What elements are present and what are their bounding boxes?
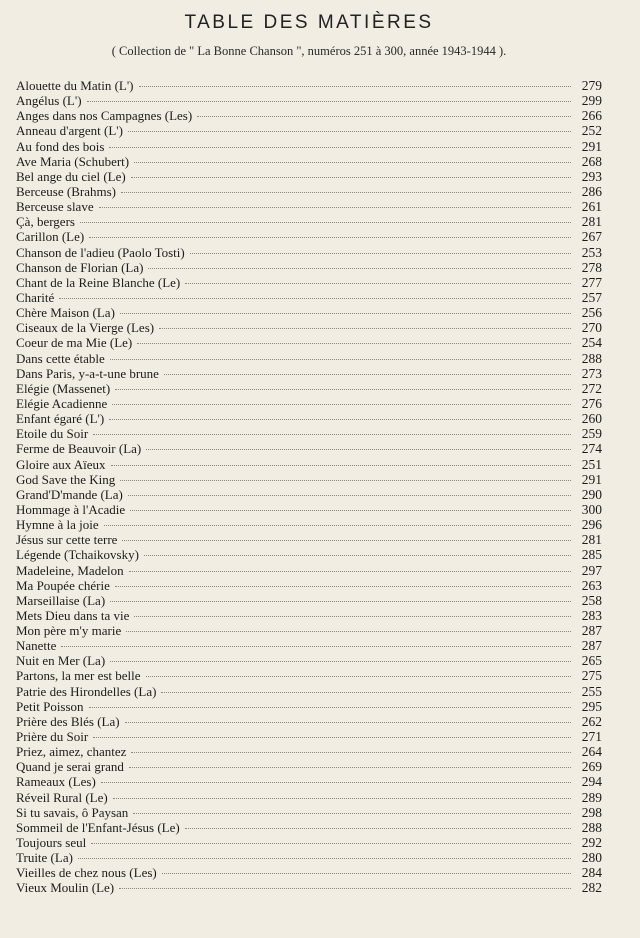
entry-page-number: 281 <box>581 532 602 548</box>
entry-page-number: 285 <box>581 547 602 563</box>
entry-page-number: 292 <box>581 835 602 851</box>
entry-title: Ave Maria (Schubert) <box>16 153 130 169</box>
entry-page-number: 273 <box>581 365 602 381</box>
entry-title: Charité <box>16 289 55 305</box>
entry-page-number: 295 <box>581 698 602 714</box>
toc-entry <box>16 411 602 426</box>
entry-page-number: 287 <box>581 623 602 639</box>
dot-leader <box>59 297 571 299</box>
toc-entry <box>16 305 602 320</box>
entry-page-number: 286 <box>581 183 602 199</box>
toc-entry <box>16 123 602 138</box>
entry-title: Légende (Tchaikovsky) <box>16 547 139 563</box>
toc-entry <box>16 472 602 487</box>
entry-title: Petit Poisson <box>16 698 84 714</box>
entry-title: Alouette du Matin (L') <box>16 78 134 93</box>
entry-page-number: 296 <box>581 517 602 533</box>
entry-page-number: 288 <box>581 350 602 366</box>
entry-title: Anneau d'argent (L') <box>16 123 123 139</box>
toc-entry <box>16 714 602 729</box>
toc-entry <box>16 290 602 305</box>
entry-title: Prière du Soir <box>16 729 89 745</box>
toc-entry <box>16 563 602 578</box>
entry-page-number: 289 <box>581 789 602 805</box>
dot-leader <box>101 781 571 783</box>
entry-title: Bel ange du ciel (Le) <box>16 168 126 184</box>
dot-leader <box>146 675 571 677</box>
entry-page-number: 260 <box>581 411 602 427</box>
page-title: TABLE DES MATIÈRES <box>184 12 434 33</box>
entry-title: Nanette <box>16 638 57 654</box>
entry-page-number: 298 <box>581 804 602 820</box>
entry-page-number: 293 <box>581 168 602 184</box>
entry-title: Toujours seul <box>16 835 87 851</box>
entry-page-number: 270 <box>581 320 602 336</box>
entry-page-number: 262 <box>581 713 602 729</box>
entry-title: Réveil Rural (Le) <box>16 789 108 805</box>
entry-title: Dans Paris, y-a-t-une brune <box>16 365 159 381</box>
entry-title: Coeur de ma Mie (Le) <box>16 335 133 351</box>
toc-entry <box>16 199 602 214</box>
dot-leader <box>99 206 571 208</box>
dot-leader <box>80 221 571 223</box>
toc-entry <box>16 790 602 805</box>
toc-entry <box>16 381 602 396</box>
entry-title: Chant de la Reine Blanche (Le) <box>16 274 181 290</box>
dot-leader <box>93 433 571 435</box>
table-of-contents <box>16 78 602 896</box>
entry-page-number: 284 <box>581 865 602 881</box>
dot-leader <box>120 479 571 481</box>
entry-page-number: 261 <box>581 199 602 215</box>
entry-title: Jésus sur cette terre <box>16 532 118 548</box>
entry-title: Rameaux (Les) <box>16 774 96 790</box>
dot-leader <box>162 872 571 874</box>
toc-entry <box>16 684 602 699</box>
toc-entry <box>16 820 602 835</box>
toc-entry <box>16 774 602 789</box>
dot-leader <box>112 403 571 405</box>
entry-title: Patrie des Hirondelles (La) <box>16 683 157 699</box>
entry-title: Carillon (Le) <box>16 229 85 245</box>
toc-entry <box>16 744 602 759</box>
toc-entry <box>16 184 602 199</box>
dot-leader <box>110 660 571 662</box>
entry-title: Elégie Acadienne <box>16 395 108 411</box>
entry-title: Angélus (L') <box>16 93 82 109</box>
toc-entry <box>16 457 602 472</box>
toc-entry <box>16 335 602 350</box>
dot-leader <box>134 615 571 617</box>
toc-entry <box>16 260 602 275</box>
entry-page-number: 291 <box>581 471 602 487</box>
dot-leader <box>164 373 571 375</box>
collection-subtitle: ( Collection de " La Bonne Chanson ", numéros 251 à 300, année 1943-1944 ). <box>111 44 507 58</box>
entry-page-number: 266 <box>581 108 602 124</box>
entry-page-number: 251 <box>581 456 602 472</box>
entry-page-number: 300 <box>581 501 602 517</box>
entry-page-number: 291 <box>581 138 602 154</box>
entry-title: Ma Poupée chérie <box>16 577 110 593</box>
entry-title: Marseillaise (La) <box>16 592 106 608</box>
dot-leader <box>109 146 571 148</box>
toc-entry <box>16 865 602 880</box>
toc-entry <box>16 108 602 123</box>
toc-entry <box>16 229 602 244</box>
dot-leader <box>126 630 571 632</box>
entry-title: Madeleine, Madelon <box>16 562 124 578</box>
entry-title: Partons, la mer est belle <box>16 668 141 684</box>
toc-entry <box>16 245 602 260</box>
toc-entry <box>16 623 602 638</box>
entry-page-number: 275 <box>581 668 602 684</box>
entry-page-number: 297 <box>581 562 602 578</box>
toc-entry <box>16 396 602 411</box>
dot-leader <box>148 267 571 269</box>
entry-page-number: 257 <box>581 289 602 305</box>
entry-title: Prière des Blés (La) <box>16 713 120 729</box>
entry-page-number: 253 <box>581 244 602 260</box>
toc-entry <box>16 638 602 653</box>
dot-leader <box>197 115 571 117</box>
dot-leader <box>128 494 571 496</box>
toc-entry <box>16 608 602 623</box>
entry-page-number: 277 <box>581 274 602 290</box>
toc-entry <box>16 214 602 229</box>
dot-leader <box>137 342 571 344</box>
entry-page-number: 283 <box>581 607 602 623</box>
entry-title: Anges dans nos Campagnes (Les) <box>16 108 193 124</box>
entry-page-number: 278 <box>581 259 602 275</box>
entry-title: Priez, aimez, chantez <box>16 744 127 760</box>
entry-page-number: 268 <box>581 153 602 169</box>
toc-entry <box>16 729 602 744</box>
toc-entry <box>16 699 602 714</box>
entry-title: Truite (La) <box>16 850 73 866</box>
entry-page-number: 271 <box>581 729 602 745</box>
toc-entry <box>16 835 602 850</box>
toc-entry <box>16 154 602 169</box>
entry-page-number: 252 <box>581 123 602 139</box>
entry-title: Mon père m'y marie <box>16 623 122 639</box>
entry-title: Chanson de l'adieu (Paolo Tosti) <box>16 244 185 260</box>
entry-page-number: 294 <box>581 774 602 790</box>
entry-page-number: 290 <box>581 486 602 502</box>
entry-page-number: 272 <box>581 380 602 396</box>
dot-leader <box>89 706 571 708</box>
entry-page-number: 274 <box>581 441 602 457</box>
toc-entry <box>16 441 602 456</box>
dot-leader <box>61 645 571 647</box>
dot-leader <box>115 388 571 390</box>
dot-leader <box>131 751 571 753</box>
toc-entry <box>16 351 602 366</box>
dot-leader <box>110 600 571 602</box>
toc-entry <box>16 850 602 865</box>
entry-title: Au fond des bois <box>16 138 105 154</box>
entry-title: Vieux Moulin (Le) <box>16 880 115 896</box>
dot-leader <box>89 236 571 238</box>
entry-title: Hommage à l'Acadie <box>16 501 126 517</box>
toc-entry <box>16 139 602 154</box>
dot-leader <box>134 161 571 163</box>
toc-entry <box>16 320 602 335</box>
entry-page-number: 259 <box>581 426 602 442</box>
dot-leader <box>161 691 571 693</box>
entry-title: Gloire aux Aïeux <box>16 456 106 472</box>
entry-title: Enfant égaré (L') <box>16 411 105 427</box>
entry-page-number: 280 <box>581 850 602 866</box>
entry-title: Berceuse (Brahms) <box>16 183 116 199</box>
entry-title: Mets Dieu dans ta vie <box>16 607 130 623</box>
toc-entry <box>16 593 602 608</box>
entry-page-number: 264 <box>581 744 602 760</box>
entry-title: Çà, bergers <box>16 214 75 230</box>
dot-leader <box>119 887 571 889</box>
entry-page-number: 254 <box>581 335 602 351</box>
toc-entry <box>16 653 602 668</box>
dot-leader <box>110 358 571 360</box>
entry-page-number: 265 <box>581 653 602 669</box>
dot-leader <box>125 721 571 723</box>
entry-page-number: 299 <box>581 93 602 109</box>
dot-leader <box>111 464 571 466</box>
entry-title: Nuit en Mer (La) <box>16 653 106 669</box>
entry-page-number: 287 <box>581 638 602 654</box>
toc-entry <box>16 426 602 441</box>
entry-title: Quand je serai grand <box>16 759 124 775</box>
dot-leader <box>120 312 571 314</box>
entry-title: Chère Maison (La) <box>16 305 115 321</box>
toc-entry <box>16 668 602 683</box>
toc-entry <box>16 759 602 774</box>
dot-leader <box>144 554 571 556</box>
entry-title: Hymne à la joie <box>16 517 99 533</box>
toc-entry <box>16 517 602 532</box>
entry-title: Grand'D'mande (La) <box>16 486 123 502</box>
dot-leader <box>185 827 571 829</box>
entry-page-number: 255 <box>581 683 602 699</box>
dot-leader <box>121 191 571 193</box>
entry-title: God Save the King <box>16 471 116 487</box>
dot-leader <box>93 736 571 738</box>
toc-entry <box>16 805 602 820</box>
entry-title: Elégie (Massenet) <box>16 380 111 396</box>
entry-title: Sommeil de l'Enfant-Jésus (Le) <box>16 819 180 835</box>
entry-title: Etoile du Soir <box>16 426 89 442</box>
toc-entry <box>16 93 602 108</box>
toc-entry <box>16 78 602 93</box>
entry-page-number: 267 <box>581 229 602 245</box>
entry-page-number: 258 <box>581 592 602 608</box>
toc-entry <box>16 880 602 895</box>
dot-leader <box>139 85 571 87</box>
toc-entry <box>16 487 602 502</box>
toc-entry <box>16 502 602 517</box>
dot-leader <box>131 176 571 178</box>
dot-leader <box>128 130 571 132</box>
dot-leader <box>122 539 571 541</box>
dot-leader <box>87 100 571 102</box>
dot-leader <box>104 524 571 526</box>
entry-page-number: 269 <box>581 759 602 775</box>
entry-title: Si tu savais, ô Paysan <box>16 804 129 820</box>
toc-entry <box>16 578 602 593</box>
dot-leader <box>159 327 571 329</box>
dot-leader <box>129 766 571 768</box>
entry-page-number: 288 <box>581 819 602 835</box>
entry-title: Dans cette étable <box>16 350 105 366</box>
entry-page-number: 282 <box>581 880 602 896</box>
entry-title: Ciseaux de la Vierge (Les) <box>16 320 155 336</box>
dot-leader <box>78 857 571 859</box>
dot-leader <box>129 570 571 572</box>
dot-leader <box>185 282 571 284</box>
toc-entry <box>16 275 602 290</box>
entry-page-number: 263 <box>581 577 602 593</box>
toc-entry <box>16 169 602 184</box>
entry-page-number: 279 <box>581 78 602 93</box>
dot-leader <box>115 585 571 587</box>
toc-entry <box>16 532 602 547</box>
toc-entry <box>16 366 602 381</box>
entry-title: Vieilles de chez nous (Les) <box>16 865 157 881</box>
dot-leader <box>113 797 571 799</box>
dot-leader <box>190 252 571 254</box>
entry-title: Ferme de Beauvoir (La) <box>16 441 142 457</box>
entry-page-number: 281 <box>581 214 602 230</box>
dot-leader <box>91 842 571 844</box>
entry-title: Chanson de Florian (La) <box>16 259 144 275</box>
dot-leader <box>130 509 571 511</box>
dot-leader <box>133 812 571 814</box>
entry-title: Berceuse slave <box>16 199 94 215</box>
dot-leader <box>109 418 571 420</box>
entry-page-number: 256 <box>581 305 602 321</box>
entry-page-number: 276 <box>581 395 602 411</box>
dot-leader <box>146 448 571 450</box>
toc-entry <box>16 547 602 562</box>
